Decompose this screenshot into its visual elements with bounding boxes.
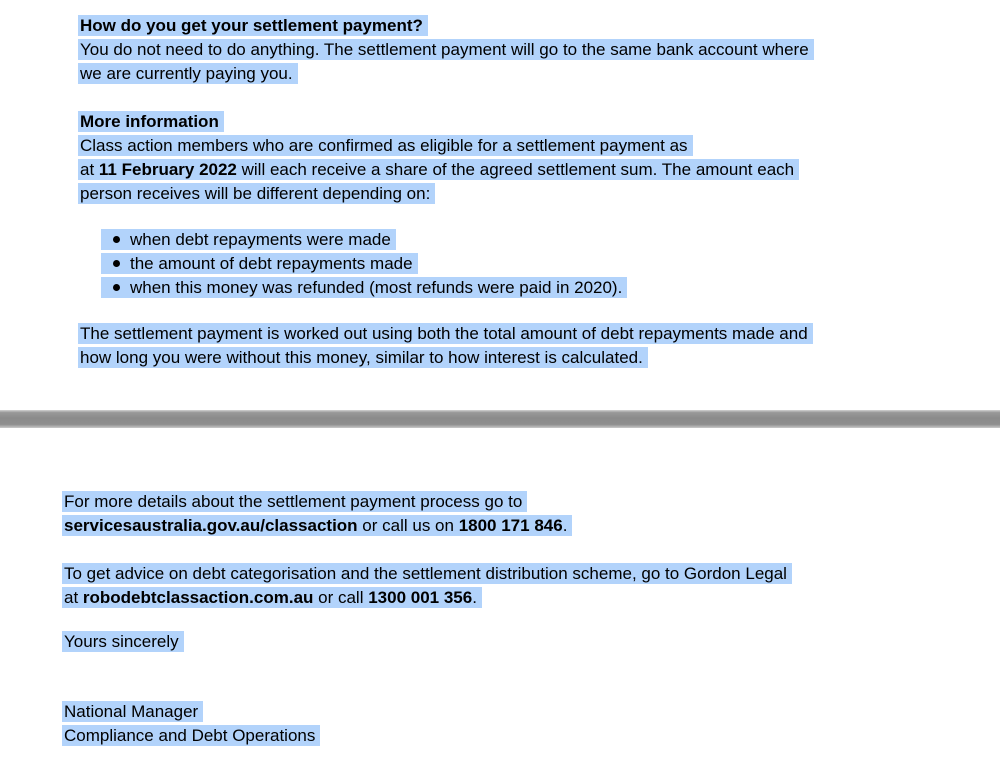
bullet-icon [113,260,120,267]
paragraph-no-action-line-2 [78,62,1000,86]
selected-text: You do not need to do anything. The settlement payment will go to the same bank account where [78,39,814,60]
paragraph-more-details-line-1 [62,490,1000,514]
selected-text: More information [78,111,224,132]
heading-more-information [78,110,1000,134]
text-segment: or call us on [357,516,459,535]
paragraph-calculation-line-1 [78,322,1000,346]
page-2-content [0,428,1000,748]
heading-settlement-payment [78,14,1000,38]
bullet-text: the amount of debt repayments made [130,254,413,273]
bullet-item-repayments-when [101,228,1000,252]
phone-number-emphasis: 1300 001 356 [368,588,473,607]
text-segment: . [562,516,568,535]
selected-text: How do you get your settlement payment? [78,15,428,36]
paragraph-eligibility-line-1 [78,134,1000,158]
signature-department [62,724,1000,748]
text-segment: at [80,160,99,179]
selected-text: how long you were without this money, similar to how interest is calculated. [78,347,648,368]
paragraph-legal-advice-line-1 [62,562,1000,586]
selected-text: The settlement payment is worked out using both the total amount of debt repayments made and [78,323,813,344]
selected-text [101,253,418,274]
selected-text: person receives will be different depending on: [78,183,435,204]
signature-title [62,700,1000,724]
selected-text: we are currently paying you. [78,63,298,84]
bullet-icon [113,284,120,291]
paragraph-more-details-line-2 [62,514,1000,538]
selected-text: Yours sincerely [62,631,184,652]
date-emphasis: 11 February 2022 [98,160,237,179]
bullet-text: when debt repayments were made [130,230,391,249]
selected-text: Compliance and Debt Operations [62,725,320,746]
selected-text: To get advice on debt categorisation and the settlement distribution scheme, go to Gordon Legal [62,563,792,584]
paragraph-no-action-line-1 [78,38,1000,62]
bullet-item-repayments-amount [101,252,1000,276]
text-segment: or call [313,588,369,607]
selected-text: For more details about the settlement payment process go to [62,491,527,512]
phone-number-emphasis: 1800 171 846 [458,516,563,535]
selected-text: National Manager [62,701,203,722]
text-segment: at [64,588,83,607]
bullet-text: when this money was refunded (most refunds were paid in 2020). [130,278,623,297]
website-emphasis: servicesaustralia.gov.au/classaction [64,516,358,535]
selected-text [101,277,627,298]
text-segment: . [472,588,477,607]
website-emphasis: robodebtclassaction.com.au [82,588,314,607]
text-segment: will each receive a share of the agreed settlement sum. The amount each [236,160,795,179]
closing-salutation [62,630,1000,654]
selected-text [78,159,799,180]
bullet-item-refund-when [101,276,1000,300]
selected-text [62,587,482,608]
page-1-content [0,0,1000,370]
bullet-icon [113,236,120,243]
paragraph-legal-advice-line-2 [62,586,1000,610]
page-break-divider [0,410,1000,428]
paragraph-eligibility-line-2 [78,158,1000,182]
selected-text [101,229,396,250]
paragraph-eligibility-line-3 [78,182,1000,206]
selected-text [62,515,572,536]
selected-text: Class action members who are confirmed as eligible for a settlement payment as [78,135,693,156]
paragraph-calculation-line-2 [78,346,1000,370]
